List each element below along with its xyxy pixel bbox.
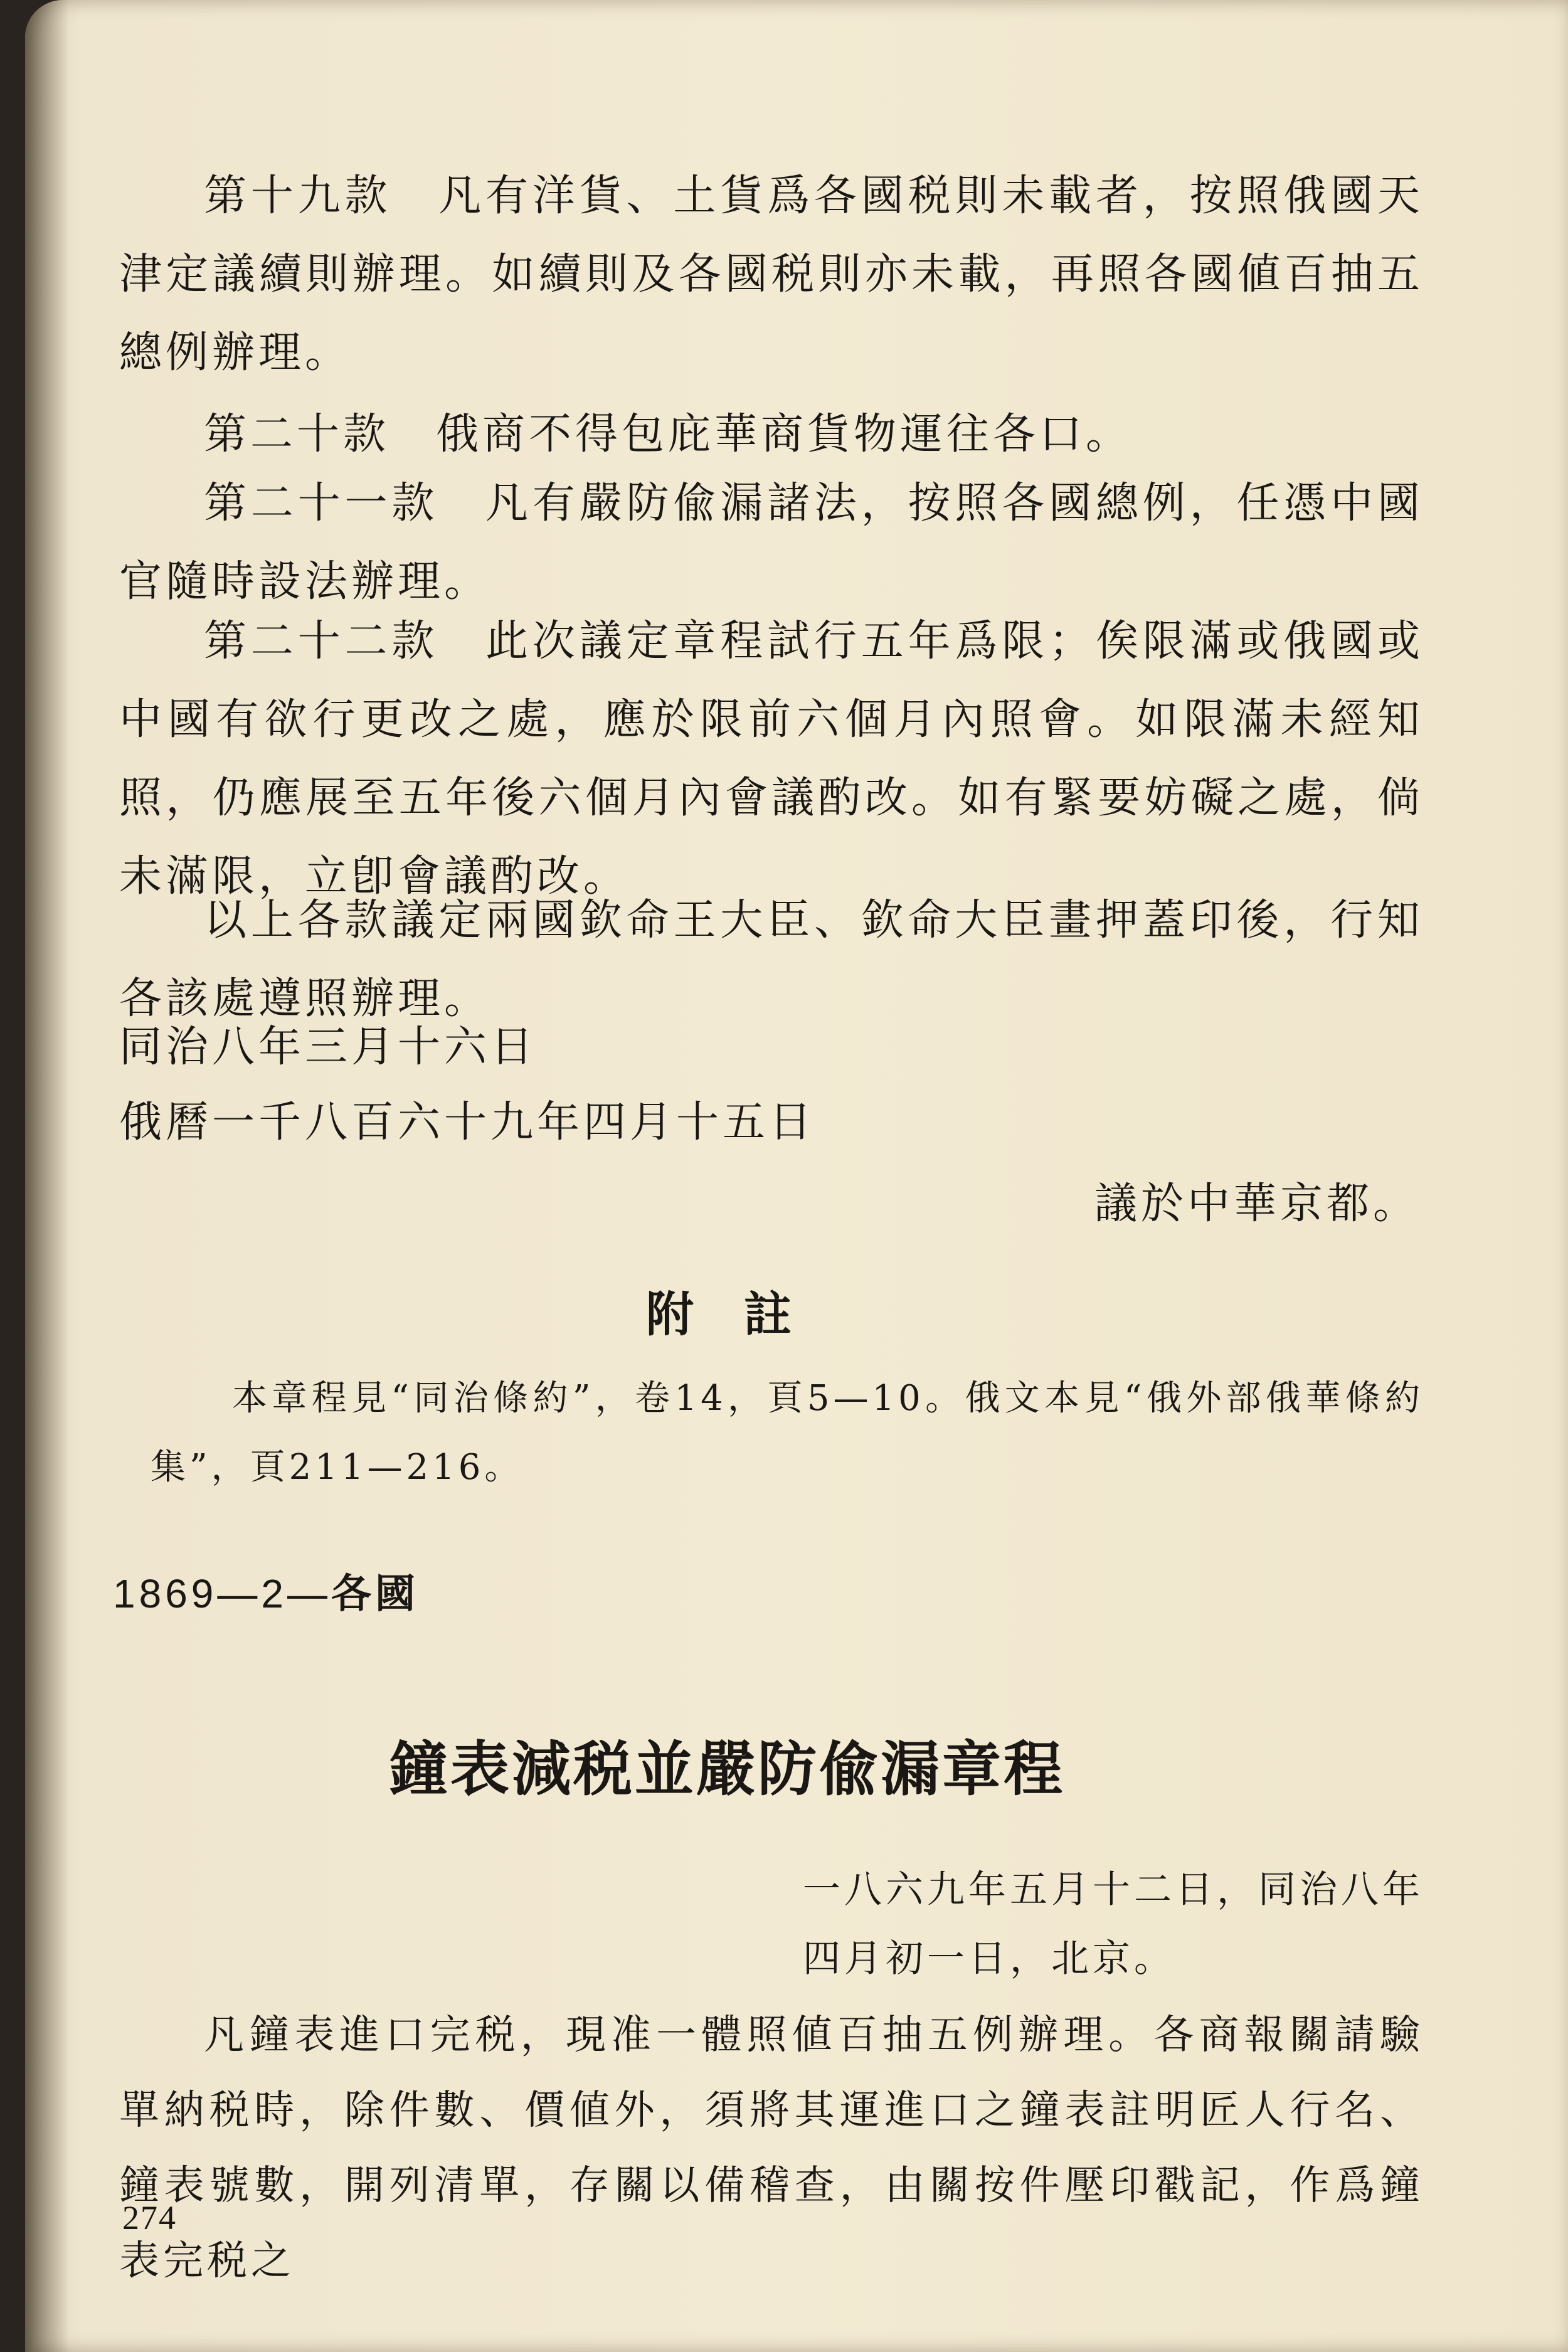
section-number: 1869—2— [113,1571,331,1616]
annotation-heading: 附註 [646,1286,842,1342]
section-title: 鐘表減税並嚴防偸漏章程 [389,1735,1066,1804]
date-chinese: 同治八年三月十六日 [119,1022,538,1072]
book-page [25,0,1568,2352]
signing-place: 議於中華京都。 [1094,1179,1420,1229]
article-19: 第十九款 凡有洋貨、土貨爲各國税則未載者，按照俄國天津定議續則辦理。如續則及各國税則亦未載，再照各國値百抽五總例辦理。 [119,171,1424,378]
section-date-line-1: 一八六九年五月十二日，同治八年 [803,1868,1424,1912]
annotation-text: 本章程見“同治條約”，卷14，頁5—10。俄文本見“俄外部俄華條約集”，頁211—216。 [151,1378,1424,1488]
closing-paragraph: 以上各款議定兩國欽命王大臣、欽命大臣畫押蓋印後，行知各該處遵照辦理。 [119,896,1424,1024]
article-22: 第二十二款 此次議定章程試行五年爲限；俟限滿或俄國或中國有欲行更改之處，應於限前六個月內照會。如限滿未經知照，仍應展至五年後六個月內會議酌改。如有緊要妨礙之處，倘未滿限，立卽會議酌改。 [119,617,1424,901]
spine-shadow [25,0,69,2352]
section-identifier [113,1562,419,1619]
section-country: 各國 [331,1571,419,1618]
date-russian: 俄曆一千八百六十九年四月十五日 [119,1098,816,1147]
article-21: 第二十一款 凡有嚴防偸漏諸法，按照各國總例，任憑中國官隨時設法辦理。 [119,479,1424,607]
page-number: 274 [122,2199,177,2237]
article-20: 第二十款 俄商不得包庇華商貨物運往各口。 [204,410,1133,459]
section-date-line-2: 四月初一日，北京。 [803,1937,1175,1981]
section-body: 凡鐘表進口完税，現准一體照値百抽五例辦理。各商報關請驗單納税時，除件數、價値外，須將其運進口之鐘表註明匠人行名、鐘表號數，開列清單，存關以備稽查，由關按件壓印戳記，作爲鐘表完税之 [119,2012,1424,2284]
